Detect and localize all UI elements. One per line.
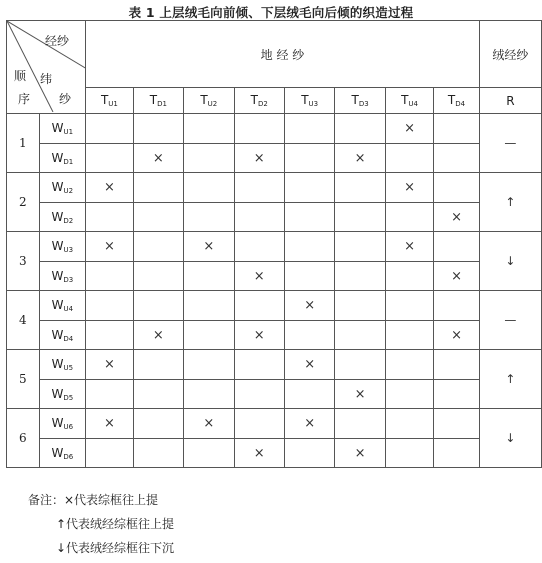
warp-column-sub: U2 (207, 100, 218, 108)
interlace-cell (133, 350, 183, 380)
warp-column-header (434, 88, 480, 114)
warp-column-sub: D4 (455, 100, 466, 108)
interlace-cell (434, 380, 480, 409)
interlace-cell (335, 203, 385, 232)
interlace-cell (434, 232, 480, 262)
interlace-cell (284, 350, 334, 380)
table-row (7, 380, 542, 409)
interlace-cell (434, 173, 480, 203)
interlace-cell (385, 409, 433, 439)
lift-mark-icon: × (304, 416, 316, 431)
note-up-arrow: ↑代表绒经综框往上提 (56, 517, 175, 531)
weft-main: W (51, 239, 64, 253)
table-row (7, 114, 542, 144)
interlace-cell (184, 409, 234, 439)
interlace-cell (234, 321, 284, 350)
interlace-cell (86, 409, 133, 439)
lift-mark-icon: × (451, 327, 462, 343)
corner-warp-label: 经纱 (45, 34, 70, 48)
interlace-cell (434, 409, 480, 439)
warp-column-main: T (200, 93, 208, 107)
table-row (7, 409, 542, 439)
interlace-cell (434, 203, 480, 232)
order-cell: 3 (7, 232, 40, 291)
weft-sub: D2 (63, 216, 74, 225)
warp-column-sub: D1 (157, 100, 167, 108)
weft-label-cell (39, 439, 86, 468)
interlace-cell (335, 380, 385, 409)
header-row (7, 21, 542, 88)
lift-mark-icon: × (152, 327, 164, 343)
weft-main: W (51, 298, 64, 312)
warp-column-sub: D3 (358, 100, 369, 108)
table-row (7, 439, 542, 468)
interlace-cell (86, 439, 133, 468)
lift-mark-icon: × (103, 357, 115, 372)
interlace-cell (385, 350, 433, 380)
column-header-row (7, 88, 542, 114)
interlace-cell (184, 321, 234, 350)
interlace-cell (133, 409, 183, 439)
interlace-cell (133, 144, 183, 173)
corner-weft-label-1: 纬 (40, 72, 53, 86)
table-row (7, 350, 542, 380)
weft-sub: D1 (63, 157, 74, 166)
lift-mark-icon: × (404, 180, 415, 195)
pile-action-cell (479, 114, 541, 173)
interlace-cell (335, 173, 385, 203)
weft-main: W (51, 357, 64, 371)
interlace-cell (385, 114, 433, 144)
interlace-cell (86, 203, 133, 232)
interlace-cell (335, 439, 385, 468)
lift-mark-icon: × (451, 209, 462, 225)
interlace-cell (284, 232, 334, 262)
weft-main: W (51, 327, 64, 342)
interlace-cell (434, 350, 480, 380)
interlace-cell (284, 321, 334, 350)
pile-action-icon: — (504, 313, 517, 327)
order-cell: 6 (7, 409, 40, 468)
table-row (7, 262, 542, 291)
weft-sub: D5 (63, 393, 74, 402)
interlace-cell (184, 439, 234, 468)
weft-label-cell (39, 173, 86, 203)
order-cell: 4 (7, 291, 40, 350)
interlace-cell (133, 114, 183, 144)
table-title: 表 1 上层绒毛向前倾、下层绒毛向后倾的织造过程 (128, 5, 414, 20)
table-row (7, 291, 542, 321)
corner-weft-label-2: 纱 (59, 92, 72, 106)
interlace-cell (234, 439, 284, 468)
interlace-cell (234, 173, 284, 203)
lift-mark-icon: × (253, 268, 265, 284)
interlace-cell (234, 380, 284, 409)
interlace-cell (385, 144, 433, 173)
interlace-cell (335, 291, 385, 321)
weft-label-cell (39, 321, 86, 350)
warp-column-main: T (149, 93, 158, 107)
interlace-cell (385, 203, 433, 232)
pile-warp-header: 绒经纱 (479, 21, 541, 88)
lift-mark-icon: × (103, 239, 115, 254)
interlace-cell (133, 262, 183, 291)
weft-sub: D6 (63, 452, 74, 461)
interlace-cell (184, 173, 234, 203)
lift-mark-icon: × (451, 268, 462, 284)
interlace-cell (184, 350, 234, 380)
weft-main: W (51, 416, 64, 430)
interlace-cell (335, 114, 385, 144)
pile-action-cell (479, 350, 541, 409)
order-cell: 5 (7, 350, 40, 409)
notes (28, 488, 174, 560)
note-down-arrow: ↓代表绒经综框往下沉 (56, 541, 175, 555)
weft-label-cell (39, 114, 86, 144)
interlace-cell (335, 409, 385, 439)
interlace-cell (385, 173, 433, 203)
interlace-cell (335, 144, 385, 173)
weft-sub: D3 (63, 275, 74, 284)
corner-order-label-1: 顺 (14, 69, 27, 83)
interlace-cell (133, 380, 183, 409)
interlace-cell (335, 232, 385, 262)
interlace-cell (434, 144, 480, 173)
table-row (7, 232, 542, 262)
pile-action-icon: ↑ (505, 372, 516, 386)
interlace-cell (284, 262, 334, 291)
interlace-cell (184, 203, 234, 232)
pile-action-cell (479, 173, 541, 232)
interlace-cell (86, 321, 133, 350)
warp-column-main: T (301, 93, 309, 107)
interlace-cell (234, 114, 284, 144)
lift-mark-icon: × (354, 150, 366, 166)
interlace-cell (184, 262, 234, 291)
interlace-cell (385, 291, 433, 321)
warp-column-main: T (100, 93, 109, 107)
interlace-cell (86, 291, 133, 321)
interlace-cell (335, 321, 385, 350)
warp-column-header (284, 88, 334, 114)
warp-column-sub: U3 (308, 100, 319, 108)
warp-column-main: T (351, 93, 359, 107)
interlace-cell (234, 232, 284, 262)
interlace-cell (86, 232, 133, 262)
interlace-cell (184, 291, 234, 321)
weaving-process-table (6, 20, 542, 468)
weft-label-cell (39, 203, 86, 232)
ground-warp-header: 地 经 纱 (86, 21, 480, 88)
table-row (7, 144, 542, 173)
weft-sub: U4 (63, 305, 74, 313)
lift-mark-icon: × (203, 416, 215, 431)
weft-sub: U3 (63, 246, 74, 254)
weft-sub: U2 (63, 187, 74, 195)
pile-column-header: R (479, 88, 541, 114)
interlace-cell (133, 232, 183, 262)
warp-column-main: T (447, 93, 456, 107)
interlace-cell (284, 173, 334, 203)
weft-main: W (51, 209, 64, 224)
interlace-cell (284, 144, 334, 173)
weft-sub: U6 (63, 423, 74, 431)
interlace-cell (133, 203, 183, 232)
order-cell: 1 (7, 114, 40, 173)
weft-main: W (51, 150, 64, 165)
warp-column-sub: U4 (408, 100, 418, 108)
weft-main: W (51, 386, 64, 401)
interlace-cell (184, 114, 234, 144)
interlace-cell (133, 439, 183, 468)
weft-label-cell (39, 380, 86, 409)
corner-order-label-2: 序 (18, 92, 31, 106)
interlace-cell (234, 350, 284, 380)
interlace-cell (335, 350, 385, 380)
warp-column-header (234, 88, 284, 114)
interlace-cell (434, 321, 480, 350)
pile-action-icon: ↓ (505, 254, 516, 268)
interlace-cell (385, 262, 433, 291)
weft-main: W (51, 268, 64, 283)
lift-mark-icon: × (103, 416, 115, 431)
interlace-cell (284, 409, 334, 439)
lift-mark-icon: × (404, 239, 415, 254)
warp-column-header (86, 88, 133, 114)
lift-mark-icon: × (103, 180, 115, 195)
lift-mark-icon: × (152, 150, 164, 166)
interlace-cell (385, 232, 433, 262)
pile-action-cell (479, 232, 541, 291)
weft-label-cell (39, 350, 86, 380)
warp-column-sub: D2 (257, 100, 268, 108)
interlace-cell (133, 291, 183, 321)
warp-column-header (385, 88, 433, 114)
weft-label-cell (39, 232, 86, 262)
warp-column-main: T (401, 93, 409, 107)
weft-sub: U5 (63, 364, 74, 372)
lift-mark-icon: × (253, 150, 265, 166)
warp-column-header (335, 88, 385, 114)
interlace-cell (184, 380, 234, 409)
interlace-cell (86, 262, 133, 291)
weft-main: W (51, 180, 64, 194)
interlace-cell (86, 144, 133, 173)
interlace-cell (86, 380, 133, 409)
weft-label-cell (39, 262, 86, 291)
pile-action-cell (479, 291, 541, 350)
interlace-cell (385, 380, 433, 409)
interlace-cell (284, 380, 334, 409)
lift-mark-icon: × (253, 327, 265, 343)
lift-mark-icon: × (253, 445, 265, 461)
interlace-cell (434, 291, 480, 321)
lift-mark-icon: × (404, 121, 415, 136)
weft-label-cell (39, 144, 86, 173)
pile-action-icon: — (504, 136, 517, 150)
weft-sub: U1 (63, 128, 74, 136)
table-row (7, 203, 542, 232)
warp-column-header (184, 88, 234, 114)
weft-sub: D4 (63, 334, 74, 343)
pile-action-cell (479, 409, 541, 468)
interlace-cell (284, 114, 334, 144)
interlace-cell (133, 321, 183, 350)
lift-mark-icon: × (203, 239, 215, 254)
interlace-cell (234, 203, 284, 232)
interlace-cell (385, 321, 433, 350)
table-row (7, 321, 542, 350)
interlace-cell (284, 203, 334, 232)
interlace-cell (434, 262, 480, 291)
weft-main: W (51, 445, 64, 460)
warp-column-sub: U1 (108, 100, 118, 108)
lift-mark-icon: × (354, 445, 366, 461)
warp-column-header (133, 88, 183, 114)
interlace-cell (335, 262, 385, 291)
corner-cell (7, 21, 86, 114)
lift-mark-icon: × (304, 298, 316, 313)
interlace-cell (86, 173, 133, 203)
interlace-cell (86, 114, 133, 144)
interlace-cell (86, 350, 133, 380)
pile-action-icon: ↓ (505, 431, 516, 445)
pile-action-icon: ↑ (505, 195, 516, 209)
weft-label-cell (39, 409, 86, 439)
interlace-cell (234, 291, 284, 321)
interlace-cell (184, 144, 234, 173)
weft-main: W (51, 121, 64, 135)
interlace-cell (133, 173, 183, 203)
interlace-cell (434, 439, 480, 468)
interlace-cell (234, 262, 284, 291)
table-row (7, 173, 542, 203)
interlace-cell (284, 439, 334, 468)
lift-mark-icon: × (304, 357, 316, 372)
lift-mark-icon: × (354, 386, 366, 402)
weft-label-cell (39, 291, 86, 321)
warp-column-main: T (250, 93, 258, 107)
note-cross: 备注：×代表综框往上提 (28, 493, 159, 507)
interlace-cell (234, 409, 284, 439)
interlace-cell (234, 144, 284, 173)
interlace-cell (385, 439, 433, 468)
order-cell: 2 (7, 173, 40, 232)
interlace-cell (284, 291, 334, 321)
interlace-cell (434, 114, 480, 144)
interlace-cell (184, 232, 234, 262)
